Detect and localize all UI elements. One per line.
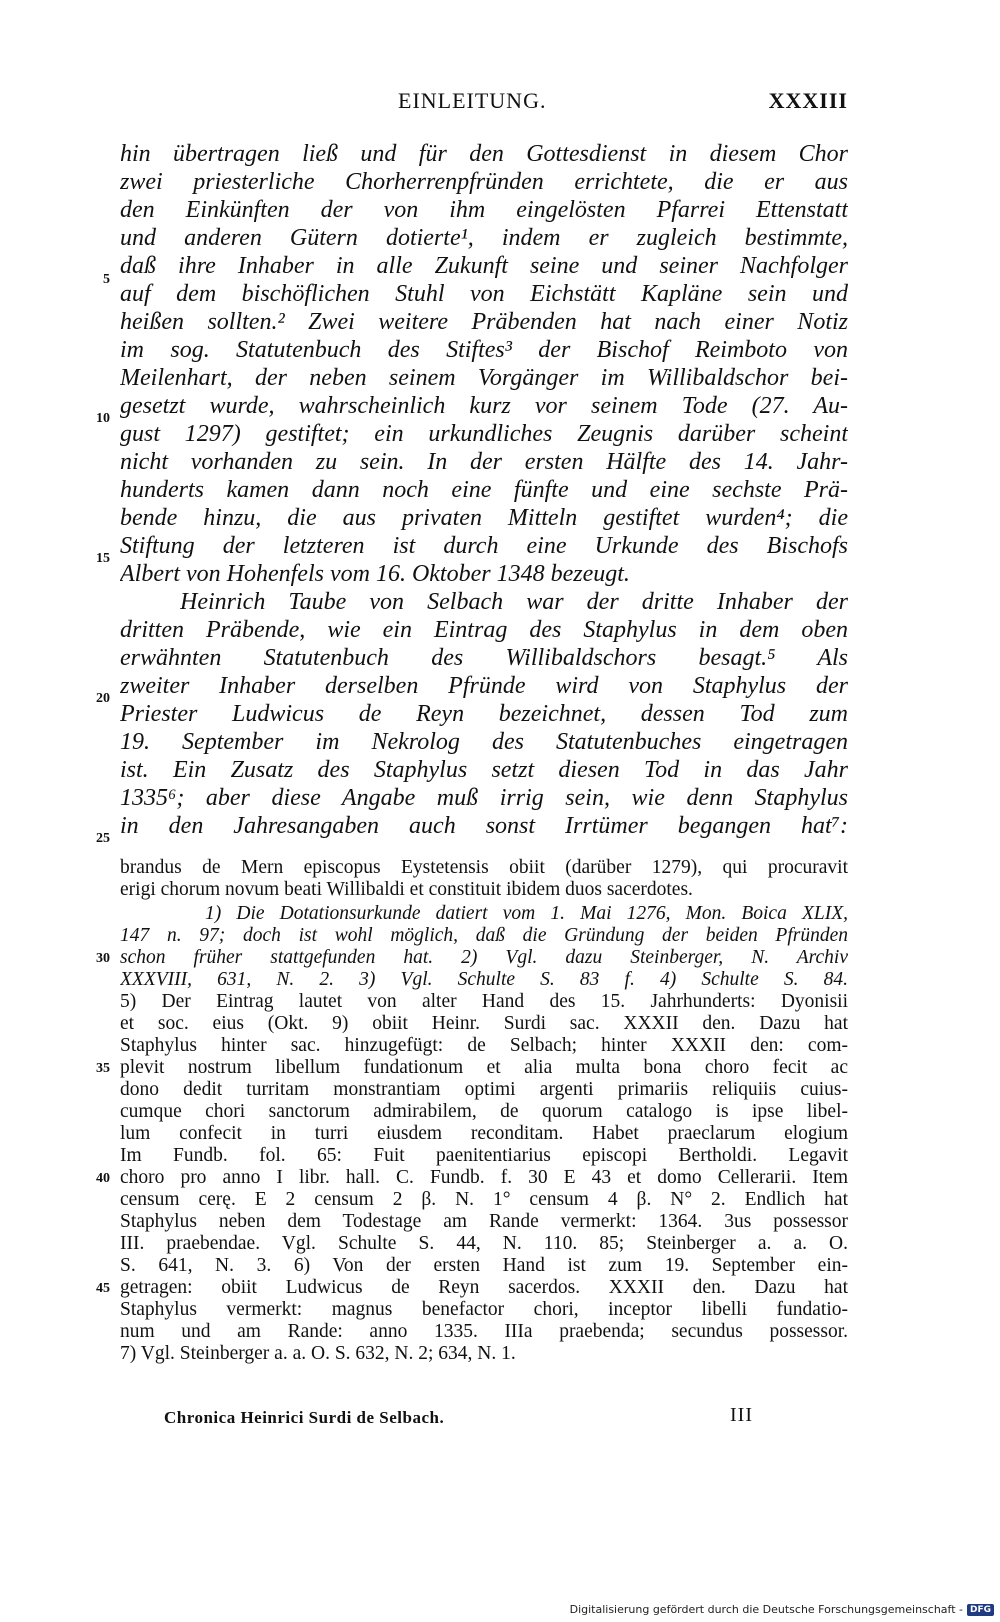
- page-number: XXXIII: [768, 88, 848, 113]
- footnote-line: 5) Der Eintrag lautet von alter Hand des 15. Jahrhunderts: Dyonisii: [120, 991, 848, 1012]
- main-line: Meilenhart, der neben seinem Vorgänger im Willibaldschor bei-: [120, 365, 848, 391]
- credit-text: Digitalisierung gefördert durch die Deutsche Forschungsgemeinschaft -: [569, 1603, 963, 1616]
- main-line: hunderts kamen dann noch eine fünfte und eine sechste Prä-: [120, 477, 848, 503]
- main-line: nicht vorhanden zu sein. In der ersten Hälfte des 14. Jahr-: [120, 449, 848, 475]
- main-line: Albert von Hohenfels vom 16. Oktober 1348 bezeugt.: [120, 561, 630, 587]
- main-line: hin übertragen ließ und für den Gottesdienst in diesem Chor: [120, 141, 848, 167]
- footnote-line: III. praebendae. Vgl. Schulte S. 44, N. 110. 85; Steinberger a. a. O.: [120, 1233, 848, 1254]
- main-line: daß ihre Inhaber in alle Zukunft seine und seiner Nachfolger: [120, 253, 848, 279]
- footnote-line: choro pro anno I libr. hall. C. Fundb. f. 30 E 43 et domo Cellerarii. Item: [120, 1167, 848, 1188]
- main-line: den Einkünften der von ihm eingelösten Pfarrei Ettenstatt: [120, 197, 848, 223]
- line-number: 15: [96, 551, 110, 566]
- main-line: heißen sollten.² Zwei weitere Präbenden hat nach einer Notiz: [120, 309, 848, 335]
- footnote-line: 1) Die Dotationsurkunde datiert vom 1. Mai 1276, Mon. Boica XLIX,: [205, 903, 848, 924]
- line-number: 35: [96, 1061, 110, 1076]
- footnote-line: num und am Rande: anno 1335. IIIa praebenda; secundus possessor.: [120, 1321, 848, 1342]
- main-line: Stiftung der letzteren ist durch eine Urkunde des Bischofs: [120, 533, 848, 559]
- footnote-line: Staphylus vermerkt: magnus benefactor chori, inceptor libelli fundatio-: [120, 1299, 848, 1320]
- running-title: EINLEITUNG.: [398, 88, 547, 113]
- main-line: Priester Ludwicus de Reyn bezeichnet, dessen Tod zum: [120, 701, 848, 727]
- footnote-line: plevit nostrum libellum fundationum et alia multa bona choro fecit ac: [120, 1057, 848, 1078]
- line-number: 45: [96, 1281, 110, 1296]
- footnote-line: 147 n. 97; doch ist wohl möglich, daß die Gründung der beiden Pfründen: [120, 925, 848, 946]
- main-line: gust 1297) gestiftet; ein urkundliches Zeugnis darüber scheint: [120, 421, 848, 447]
- page-header: [120, 88, 848, 122]
- line-number: 20: [96, 691, 110, 706]
- digitization-credit: [570, 1603, 994, 1616]
- footnote-line: Staphylus neben dem Todestage am Rande vermerkt: 1364. 3us possessor: [120, 1211, 848, 1232]
- footnote-line: cumque chori sanctorum admirabilem, de quorum catalogo is ipse libel-: [120, 1101, 848, 1122]
- main-line: gesetzt wurde, wahrscheinlich kurz vor seinem Tode (27. Au-: [120, 393, 848, 419]
- main-line: und anderen Gütern dotierte¹, indem er zugleich bestimmte,: [120, 225, 848, 251]
- main-line: ist. Ein Zusatz des Staphylus setzt diesen Tod in das Jahr: [120, 757, 848, 783]
- footnote-line: XXXVIII, 631, N. 2. 3) Vgl. Schulte S. 83 f. 4) Schulte S. 84.: [120, 969, 848, 990]
- main-line: 1335⁶; aber diese Angabe muß irrig sein, wie denn Staphylus: [120, 785, 848, 811]
- main-line: bende hinzu, die aus privaten Mitteln gestiftet wurden⁴; die: [120, 505, 848, 531]
- dfg-logo: DFG: [967, 1604, 994, 1616]
- footnote-line: schon früher stattgefunden hat. 2) Vgl. dazu Steinberger, N. Archiv: [120, 947, 848, 968]
- line-number: 10: [96, 411, 110, 426]
- sheet-number: III: [730, 1404, 753, 1426]
- sheet-signature: Chronica Heinrici Surdi de Selbach.: [164, 1408, 445, 1427]
- footnote-line: lum confecit in turri eiusdem reconditam. Habet praeclarum elogium: [120, 1123, 848, 1144]
- footnote-line: erigi chorum novum beati Willibaldi et constituit ibidem duos sacerdotes.: [120, 879, 693, 900]
- main-line: zweiter Inhaber derselben Pfründe wird von Staphylus der: [120, 673, 848, 699]
- main-line: Heinrich Taube von Selbach war der dritte Inhaber der: [180, 589, 848, 615]
- footnote-line: censum cerę. E 2 censum 2 β. N. 1° censum 4 β. N° 2. Endlich hat: [120, 1189, 848, 1210]
- main-line: erwähnten Statutenbuch des Willibaldschors besagt.⁵ Als: [120, 645, 848, 671]
- footnote-line: dono dedit turritam monstrantiam optimi argenti primariis reliquiis cuius-: [120, 1079, 848, 1100]
- footnote-line: brandus de Mern episcopus Eystetensis obiit (darüber 1279), qui procuravit: [120, 857, 848, 878]
- footnote-line: S. 641, N. 3. 6) Von der ersten Hand ist zum 19. September ein-: [120, 1255, 848, 1276]
- line-number: 5: [103, 272, 110, 287]
- main-line: auf dem bischöflichen Stuhl von Eichstätt Kapläne sein und: [120, 281, 848, 307]
- line-number: 40: [96, 1171, 110, 1186]
- footnote-line: Staphylus hinter sac. hinzugefügt: de Selbach; hinter XXXII den: com-: [120, 1035, 848, 1056]
- footnote-line: getragen: obiit Ludwicus de Reyn sacerdos. XXXII den. Dazu hat: [120, 1277, 848, 1298]
- main-line: im sog. Statutenbuch des Stiftes³ der Bischof Reimboto von: [120, 337, 848, 363]
- line-number: 30: [96, 951, 110, 966]
- main-line: dritten Präbende, wie ein Eintrag des Staphylus in dem oben: [120, 617, 848, 643]
- line-number: 25: [96, 831, 110, 846]
- main-line: in den Jahresangaben auch sonst Irrtümer begangen hat⁷:: [120, 813, 848, 839]
- footnote-line: et soc. eius (Okt. 9) obiit Heinr. Surdi sac. XXXII den. Dazu hat: [120, 1013, 848, 1034]
- main-line: 19. September im Nekrolog des Statutenbuches eingetragen: [120, 729, 848, 755]
- footnote-line: Im Fundb. fol. 65: Fuit paenitentiarius episcopi Bertholdi. Legavit: [120, 1145, 848, 1166]
- footnote-line: 7) Vgl. Steinberger a. a. O. S. 632, N. 2; 634, N. 1.: [120, 1343, 516, 1364]
- main-line: zwei priesterliche Chorherrenpfründen errichtete, die er aus: [120, 169, 848, 195]
